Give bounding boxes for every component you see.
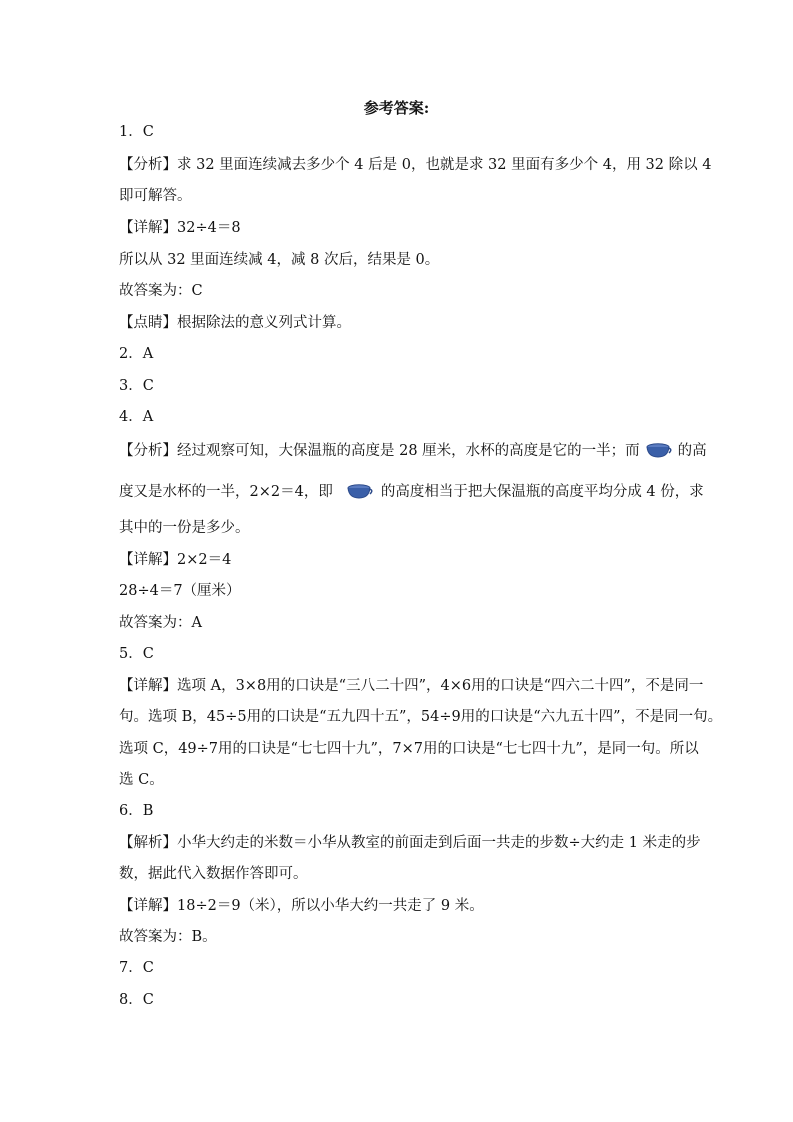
answer-text: 【分析】经过观察可知，大保温瓶的高度是 28 厘米，水杯的高度是它的一半；而 (119, 443, 640, 459)
answer-line: 3．C (119, 378, 154, 394)
answer-line: 【详解】2×2＝4 (119, 552, 232, 568)
answer-text: 度又是水杯的一半，2×2＝4，即 (119, 484, 333, 500)
answer-line: 故答案为：A (119, 615, 202, 631)
cup-icon (347, 483, 373, 501)
answer-line-with-cup (119, 482, 704, 502)
answer-line: 故答案为：C (119, 283, 203, 299)
answer-line: 【详解】18÷2＝9（米），所以小华大约一共走了 9 米。 (119, 898, 484, 914)
answer-line: 所以从 32 里面连续减 4，减 8 次后，结果是 0。 (119, 252, 440, 268)
answer-line: 1．C (119, 124, 154, 140)
answer-line: 28÷4＝7（厘米） (119, 583, 241, 599)
answer-line: 选 C。 (119, 772, 164, 788)
answer-line: 即可解答。 (119, 188, 192, 204)
answer-line: 【解析】小华大约走的米数＝小华从教室的前面走到后面一共走的步数÷大约走 1 米走的步 (119, 835, 701, 851)
answer-line: 7．C (119, 960, 154, 976)
answer-line: 句。选项 B，45÷5用的口诀是“五九四十五”，54÷9用的口诀是“六九五十四”，不是同一句。 (119, 709, 723, 725)
answer-line: 4．A (119, 409, 154, 425)
answer-line: 【点睛】根据除法的意义列式计算。 (119, 315, 351, 331)
answer-line: 6．B (119, 803, 154, 819)
answer-line: 选项 C，49÷7用的口诀是“七七四十九”，7×7用的口诀是“七七四十九”，是同一句。所以 (119, 741, 699, 757)
answer-line: 故答案为：B。 (119, 929, 217, 945)
answer-line: 8．C (119, 992, 154, 1008)
answer-line: 2．A (119, 346, 154, 362)
answer-text: 的高度相当于把大保温瓶的高度平均分成 4 份，求 (380, 484, 704, 500)
answer-line: 【详解】选项 A，3×8用的口诀是“三八二十四”，4×6用的口诀是“四六二十四”，不是同一 (119, 678, 704, 694)
answer-line: 其中的一份是多少。 (119, 520, 250, 536)
answer-text: 的高 (677, 443, 707, 459)
page-title: 参考答案: (363, 99, 430, 117)
cup-icon (646, 442, 672, 460)
answer-line: 5．C (119, 646, 154, 662)
answer-line: 【分析】求 32 里面连续减去多少个 4 后是 0，也就是求 32 里面有多少个 4，用 32 除以 4 (119, 157, 712, 173)
answer-line-with-cup (119, 441, 707, 461)
answer-line: 【详解】32÷4＝8 (119, 220, 241, 236)
answer-line: 数，据此代入数据作答即可。 (119, 866, 308, 882)
